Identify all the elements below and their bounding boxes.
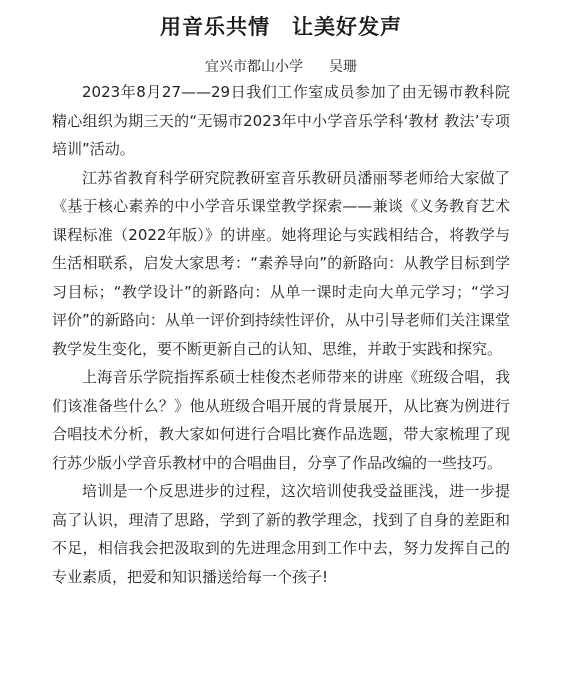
article-title: 用音乐共情 让美好发声 <box>160 15 402 39</box>
school-name: 宜兴市都山小学 <box>205 59 303 75</box>
paragraph-2: 江苏省教育科学研究院教研室音乐教研员潘丽琴老师给大家做了《基于核心素养的中小学音乐课堂教学探索——兼谈《义务教育艺术课程标准（2022年版）》的讲座。她将理论与实践相结合，将教学与生活相联系，启发大家思考：“素养导向”的新路向：从教学目标到学习目标；“教学设计”的新路向：从单一课时走向大单元学习；“学习评价”的新路向：从单一评价到持续性评价，从中引导老师们关注课堂教学发生变化，要不断更新自己的认知、思维，并敢于实践和探究。 <box>52 168 510 358</box>
author-name: 吴珊 <box>329 59 357 75</box>
paragraph-1: 2023年8月27——29日我们工作室成员参加了由无锡市教科院精心组织为期三天的“无锡市2023年中小学音乐学科‘教材 教法’专项培训”活动。 <box>52 83 510 158</box>
article-byline <box>52 56 510 78</box>
article-body <box>52 78 510 591</box>
paragraph-3: 上海音乐学院指挥系硕士桂俊杰老师带来的讲座《班级合唱，我们该准备些什么？》他从班级合唱开展的背景展开，从比赛为例进行合唱技术分析，教大家如何进行合唱比赛作品选题，带大家梳理了现行苏少版小学音乐教材中的合唱曲目，分享了作品改编的一些技巧。 <box>52 368 510 472</box>
paragraph-4: 培训是一个反思进步的过程，这次培训使我受益匪浅，进一步提高了认识，理清了思路，学到了新的教学理念，找到了自身的差距和不足，相信我会把汲取到的先进理念用到工作中去，努力发挥自己的专业素质，把爱和知识播送给每一个孩子! <box>52 482 510 586</box>
